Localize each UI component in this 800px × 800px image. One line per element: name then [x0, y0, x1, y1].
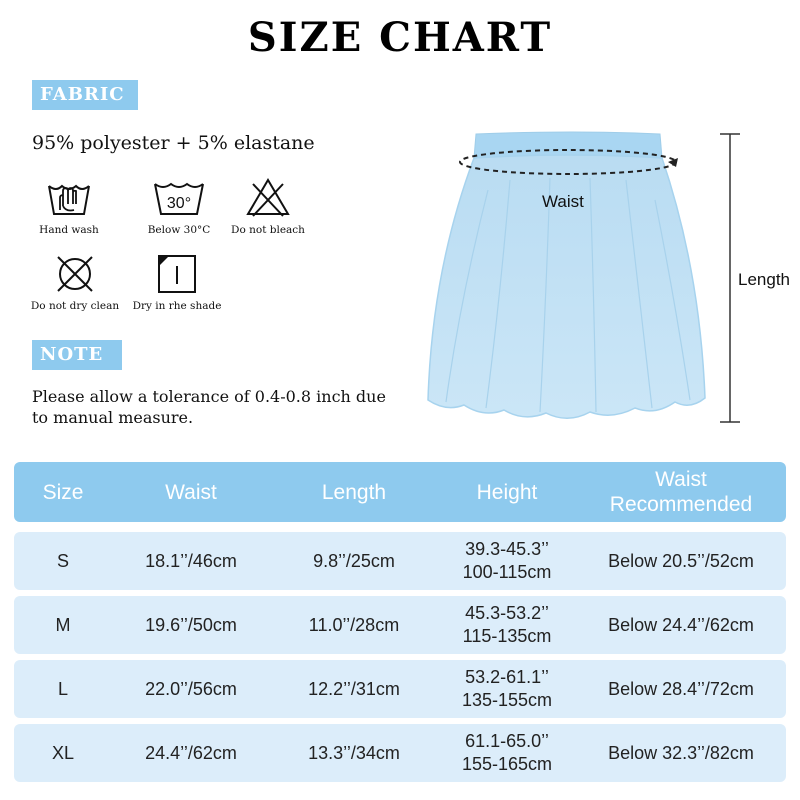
height-cm: 135-155cm: [461, 690, 553, 710]
care-label: Dry in rhe shade: [132, 300, 222, 312]
cell-recommended: Below 28.4’’/72cm: [608, 678, 754, 699]
header-length: Length: [321, 480, 387, 504]
care-no-bleach: [213, 176, 323, 236]
table-row: [14, 660, 786, 718]
height-cm: 155-165cm: [461, 754, 553, 774]
length-label: Length: [738, 270, 790, 289]
skirt-diagram: [400, 120, 800, 440]
care-label: Hand wash: [39, 224, 99, 236]
hand-wash-icon: [46, 176, 92, 220]
height-inches: 39.3-45.3’’: [465, 539, 549, 559]
header-waist-line: Waist: [655, 468, 707, 491]
height-inches: 53.2-61.1’’: [465, 667, 549, 687]
height-cm: 100-115cm: [462, 562, 552, 582]
cell-recommended: Below 20.5’’/52cm: [608, 550, 754, 571]
care-label: Do not bleach: [231, 224, 305, 236]
cell-waist: 19.6’’/50cm: [145, 614, 237, 635]
table-header: [14, 462, 786, 522]
page-title: SIZE CHART: [247, 14, 553, 61]
header-recommended-line: Recommended: [609, 493, 753, 516]
care-hand-wash: [14, 176, 124, 236]
height-inches: 61.1-65.0’’: [465, 731, 549, 751]
fabric-tag: FABRIC: [32, 80, 138, 110]
cell-size: M: [55, 614, 71, 635]
cell-size: S: [56, 550, 69, 571]
do-not-bleach-icon: [245, 176, 291, 220]
cell-length: 11.0’’/28cm: [308, 614, 400, 635]
cell-height: [438, 666, 576, 712]
cell-recommended: Below 32.3’’/82cm: [608, 742, 754, 763]
height-cm: 115-135cm: [462, 626, 552, 646]
waist-label: Waist: [542, 192, 584, 211]
do-not-dry-clean-icon: [52, 252, 98, 296]
dry-in-shade-icon: [154, 252, 200, 296]
fabric-composition: 95% polyester + 5% elastane: [32, 132, 315, 154]
cell-length: 12.2’’/31cm: [308, 678, 400, 699]
table-row: [14, 532, 786, 590]
note-tag: NOTE: [32, 340, 122, 370]
care-no-dry-clean: [20, 252, 130, 312]
cell-size: XL: [51, 742, 75, 763]
cell-recommended: Below 24.4’’/62cm: [608, 614, 754, 635]
cell-waist: 24.4’’/62cm: [145, 742, 237, 763]
header-waist: Waist: [165, 480, 217, 504]
wash-30-icon: [152, 176, 206, 220]
cell-waist: 22.0’’/56cm: [145, 678, 237, 699]
cell-height: [438, 602, 576, 648]
care-label: Below 30°C: [147, 224, 211, 236]
cell-waist: 18.1’’/46cm: [145, 550, 237, 571]
table-row: [14, 724, 786, 782]
care-dry-shade: [122, 252, 232, 312]
note-text: Please allow a tolerance of 0.4-0.8 inch due to manual measure.: [32, 387, 386, 427]
table-row: [14, 596, 786, 654]
header-height: Height: [476, 480, 538, 504]
cell-size: L: [57, 678, 68, 699]
height-inches: 45.3-53.2’’: [465, 603, 549, 623]
header-waist-recommended: [576, 467, 786, 517]
wash-temp: 30°: [166, 195, 192, 212]
header-size: Size: [42, 480, 84, 504]
cell-height: [438, 730, 576, 776]
care-label: Do not dry clean: [30, 300, 120, 312]
cell-length: 13.3’’/34cm: [308, 742, 400, 763]
cell-length: 9.8’’/25cm: [313, 550, 395, 571]
cell-height: [438, 538, 576, 584]
